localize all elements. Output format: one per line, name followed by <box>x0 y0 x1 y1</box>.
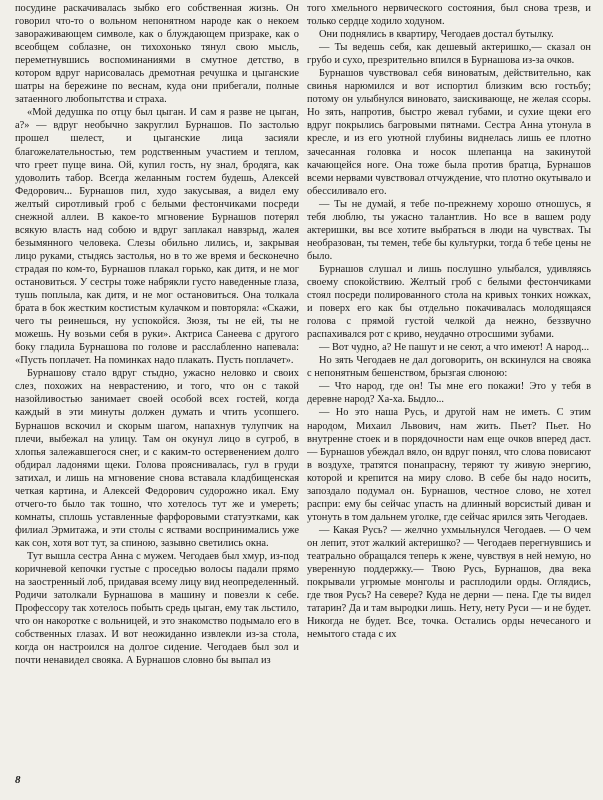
paragraph: «Мой дедушка по отцу был цыган. И сам я разве не цыган, а?» — вдруг необычно закруглил Бурнашов. По застолью прошел шелест, и цыганские лица засияли благожелательностью, тем родственным участием и теплом, что греет пуще вина. Ой, купил гость, ну знал, бродяга, как удоволить табор. Всегда желанным гостем будешь, Алексей Федорович... Бурнашов пил, худо закусывая, а видел ему желтый сиротливый гроб с белыми фестончиками посреди снежной аллеи. В какое-то мгновение Бурнашов потерял всякую власть над собою и вдруг заплакал навзрыд, жалея безымянного человека. Слезы обильно лились, и, закрывая лицо руками, стыдясь застолья, но в то же время и бесконечно страдая по ком-то, Бурнашов плакал горько, как дитя, и не мог остановиться. У сестры тоже набрякли густо наведенные глаза, тушь поплыла, как дитя, и не мог остановиться. Она толкала брата в бок жестким костистым кулачком и повторяла: «Скажи, чего ты реинешься, ну успокойся. Зюзя, ты не ей, ты не можешь. Ну возьми себя в руки». Актриса Санеева с другого боку гладила Бурнашова по голове и расслабленно напевала: «Пусть поплачет. На поминках надо плакать. Пусть поплачет». <box>15 107 299 367</box>
paragraph: Бурнашову стало вдруг стыдно, ужасно неловко и своих слез, похожих на неврастению, и того, что он с такой назойливостью занимает своей особой всех гостей, когда каждый в эти минуты должен думать и чтить усопшего. Бурнашов вскочил и скорым шагом, напахнув тулупчик на плечи, выбежал на улицу. Там он окунул лицо в сугроб, в хлопья залежавшегося снег, и с каким-то остервенением долго обдирал ладонями щеки. Голова прояснивалась, гул в груди затихал, и лишь на мгновение снова вставала кладбищенская четкая картина, и Алексей Федорович судорожно икал. Ему отчего-то было так тошно, что хотелось тут же и умереть; комнаты, сплошь уставленные фарфоровыми статуэтками, как филиал Эрмитажа, и эти столы с яствами воспринимались уже как сон, хотя вот тут, за спиною, зазывно светились окна. <box>15 368 299 549</box>
paragraph: — Какая Русь? — желчно ухмыльнулся Чегодаев. — О чем он лепит, этот жалкий актеришко? — Чегодаев перегнувшись и театрально обращался теперь к жене, чувствуя в ней немую, но уверенную поддержку.— Твою Русь, Бурнашов, два века покрывали угрюмые монголы и расплодили орды. Оглядись, где твоя Русь? На севере? Куда не дерни — пена. Где ты видел татарин? Да и там выродки лишь. Нету, нету Руси — и не будет. Никогда не будет. Все, точка. Остались орды нечесаного и немытого стада с их <box>307 524 591 641</box>
paragraph: — Ты ведешь себя, как дешевый актеришко,— сказал он грубо и сухо, презрительно впился в Бурнашова из-за очков. <box>307 42 591 67</box>
paragraph: — Что народ, где он! Ты мне его покажи! Это у тебя в деревне народ? Ха-ха. Быдло... <box>307 381 591 406</box>
paragraph: посудине раскачивалась зыбко его собственная жизнь. Он говорил что-то о вольном непонятном народе как о некоем завораживающем символе, как о блуждающем призраке, как о всеобщем соблазне, он тихохонько тянул свою мысль, переметнувшись воспоминаниями в смутное детство, в котором вдруг нарисовалась дремотная речушка и цыганские шатры на бережине по веснам, куда они прибегали, полные затаенного любопытства и страха. <box>15 3 299 106</box>
paragraph: — Ты не думай, я тебе по-прежнему хорошо отношусь, я тебя люблю, ты ужасно талантлив. Но все в вашем роду актеришки, вы все хотите выбраться в люди на чувствах. Ты необразован, ты темен, тебе бы культурки, тогда б тебе цены не было. <box>307 198 591 262</box>
right-text-column <box>307 2 591 770</box>
paragraph: — Но это наша Русь, и другой нам не иметь. С этим народом, Михаил Львович, нам жить. Пьет? Пьет. Но внутренне стоек и в порядочности нам еще очков вперед даст.— Бурнашов убеждал вяло, он вдруг понял, что слова повисают в воздухе, тратятся понапрасну, теряют ту живую энергию, которой и крепится на миру слово. В себе бы надо носить, запоздало подумал он. Бурнашов, честное слово, не хотел распри: ему бы сейчас упасть на длинный ворсистый диван и утонуть в том дальнем уголке, где сейчас ярился зять Чегодаев. <box>307 407 591 523</box>
paragraph: Тут вышла сестра Анна с мужем. Чегодаев был хмур, из-под коричневой кепочки густые с проседью волосы падали прямо на заостренный лоб, придавая всему лицу вид неопределенный. Родичи затолкали Бурнашова в машину и повезли к себе. Профессору так хотелось побыть средь цыган, ему так льстило, что он накоротке с вольницей, и это знакомство подымало его в собственных глазах. И вот неожиданно извлекли из-за стола, когда он настроился на долгое сидение. Чегодаев был зол и почти ненавидел свояка. А Бурнашов словно бы выпал из <box>15 550 299 667</box>
paragraph: — Вот чудно, а? Не пашут и не сеют, а что имеют! А народ... <box>319 342 590 354</box>
paragraph: того хмельного нервического состояния, был снова трезв, и только сердце ходило ходуном. <box>307 3 591 28</box>
paragraph: Бурнашов слушал и лишь послушно улыбался, удивляясь своему спокойствию. Желтый гроб с белыми фестончиками стоял посреди полированного стола на кривых тонких ножках, и поверх его как бы отдельно покачивалась молодящаяся голова с прямой густой челкой да нежно, беззвучно распахивался рот с криво, неудачно отросшими зубами. <box>307 263 591 341</box>
paragraph: Но зять Чегодаев не дал договорить, он вскинулся на свояка с непонятным бешенством, брызгая слюною: <box>307 355 591 380</box>
left-text-column <box>15 2 299 770</box>
paragraph: Бурнашов чувствовал себя виноватым, действительно, как свинья нарюмился и вот испортил близким всю гостьбу; потому он улыбнулся виновато, заискивающе, не желая ссоры. Но зять, напротив, быстро жевал губами, и сухие щеки его вдруг покрылись багровыми пятнами. Сестра Анна утонула в кресле, и из его уютной глубины виднелась лишь ее плотно зачесанная головка и носок шлепанца на закинутой качающейся ноге. Она тоже была против братца, Бурнашов всеми нервами чувствовал отчуждение, что плотно окутывало и обессиливало его. <box>307 68 591 197</box>
paragraph: Они поднялись в квартиру, Чегодаев достал бутылку. <box>319 29 554 41</box>
page-number: 8 <box>15 774 21 786</box>
